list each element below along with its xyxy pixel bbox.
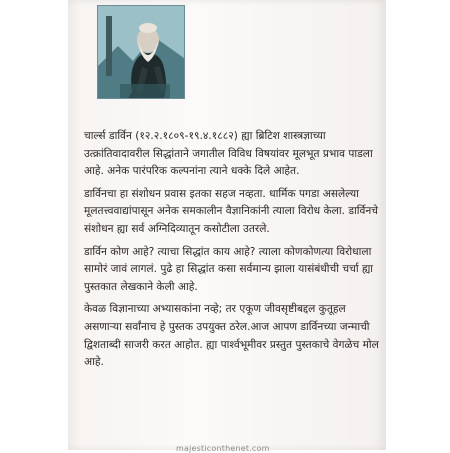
blurb-paragraph-4: केवळ विज्ञानाच्या अभ्यासकांना नव्हे; तर एकूण जीवसृष्टीबद्दल कुतूहल असणाऱ्या सर्वांनाच हे पुस्तक उपयुक्त ठरेल.आज आपण डार्विनच्या जन्माची द्विशताब्दी साजरी करत आहोत. ह्या पार्श्वभूमीवर प्रस्तुत पुस्तकाचे वेगळेच मोल आहे. bbox=[84, 303, 379, 369]
book-blurb bbox=[84, 128, 384, 377]
blurb-paragraph-3: डार्विन कोण आहे? त्याचा सिद्धांत काय आहे? त्याला कोणकोणत्या विरोधाला सामोरं जावं लागलं. पुढे हा सिद्धांत कसा सर्वमान्य झाला यासंबंधीची चर्चा ह्या पुस्तकात लेखकाने केली आहे. bbox=[84, 245, 374, 293]
blurb-paragraph-2: डार्विनचा हा संशोधन प्रवास इतका सहज नव्हता. धार्मिक पगडा असलेल्या मूलतत्त्ववाद्यांपासून अनेक समकालीन वैज्ञानिकांनी त्याला विरोध केला. डार्विनचे संशोधन ह्या सर्व अग्निदिव्यातून कसोटीला उतरले. bbox=[84, 187, 378, 235]
portrait-illustration bbox=[98, 6, 184, 98]
site-watermark: majesticonthenet.com bbox=[176, 444, 270, 453]
blurb-paragraph-1: चार्ल्स डार्विन (१२.२.१८०९-१९.४.१८८२) ह्या ब्रिटिश शास्त्रज्ञाच्या उत्क्रांतिवादावरील सिद्धांताने जगातील विविध विषयांवर मूलभूत प्रभाव पाडला आहे. अनेक पारंपरिक कल्पनांना त्याने धक्के दिले आहेत. bbox=[84, 130, 373, 178]
charles-darwin-portrait bbox=[97, 5, 185, 99]
